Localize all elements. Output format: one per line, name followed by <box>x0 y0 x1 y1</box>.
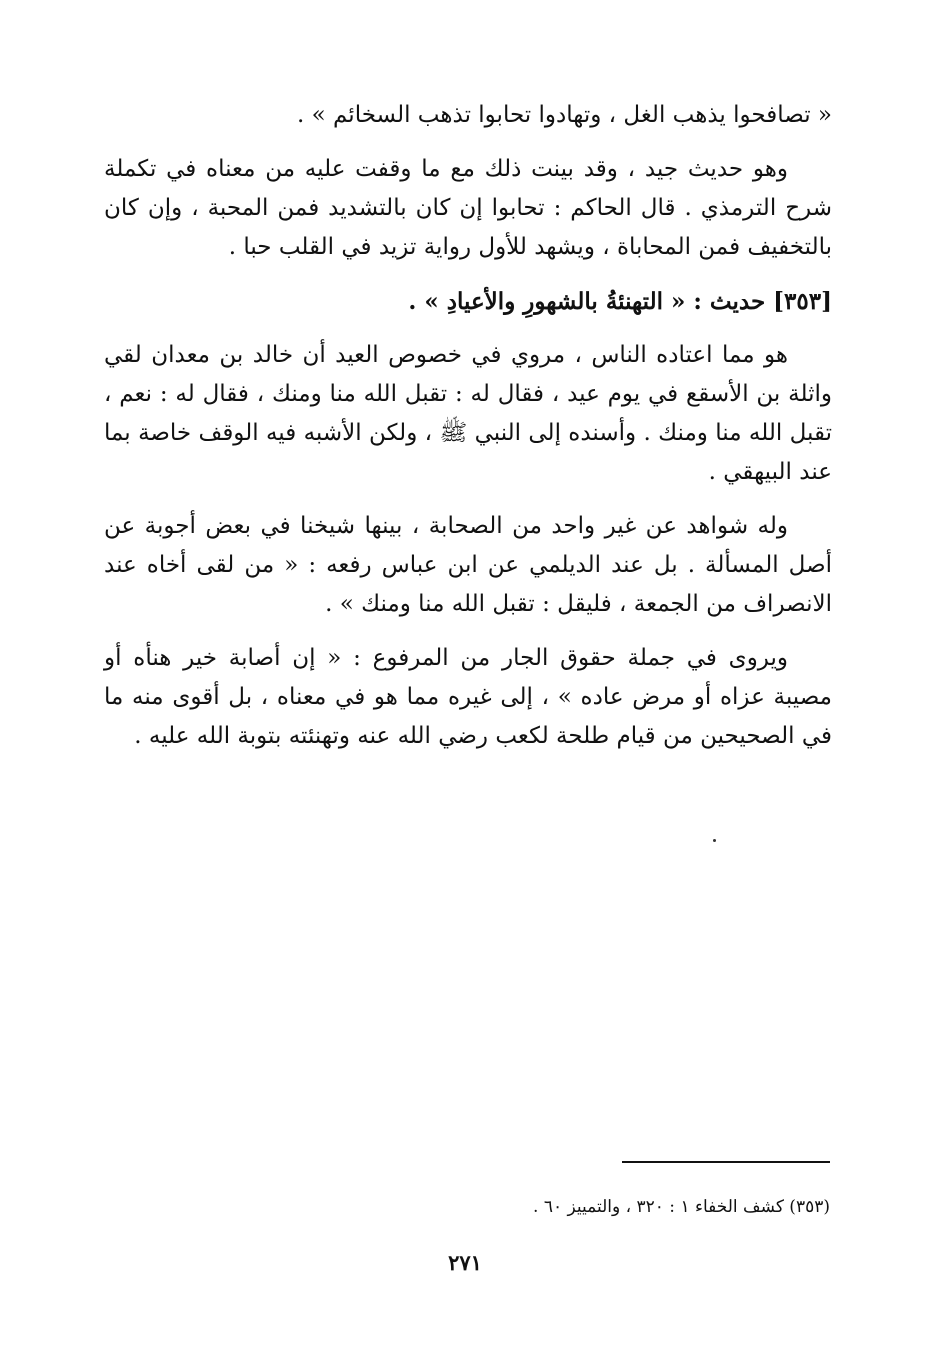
paragraph-hadith-quote: « تصافحوا يذهب الغل ، وتهادوا تحابوا تذهب السخائم » . <box>296 102 832 128</box>
ink-speck <box>713 839 716 842</box>
paragraph-neighbor-rights: ويروى في جملة حقوق الجار من المرفوع : « إن أصابة خير هنأه أو مصيبة عزاه أو مرض عاده » ، إلى غيره مما هو في معناه ، بل أقوى منه ما في الصحيحين من قيام طلحة لكعب رضي الله عنه وتهنئته بتوبة الله عليه . <box>104 645 833 749</box>
footnote-divider <box>622 1161 830 1163</box>
paragraph-commentary: وهو حديث جيد ، وقد بينت ذلك مع ما وقفت عليه من معناه في تكملة شرح الترمذي . قال الحاكم : تحابوا إن كان بالتشديد فمن المحبة ، وإن كان بالتخفيف فمن المحاباة ، ويشهد للأول رواية تزيد في القلب حبا . <box>104 156 832 260</box>
entry-heading: [٣٥٣] حديث : « التهنئةُ بالشهورِ والأعيادِ » . <box>408 288 832 315</box>
paragraph-explanation: هو مما اعتاده الناس ، مروي في خصوص العيد أن خالد بن معدان لقي واثلة بن الأسقع في يوم عيد ، فقال له : تقبل الله منا ومنك ، فقال له : نعم ، تقبل الله منا ومنك . وأسنده إلى النبي ﷺ ، ولكن الأشبه فيه الوقف خاصة بما عند البيهقي . <box>104 342 832 485</box>
main-text <box>104 96 832 771</box>
page-number: ٢٧١ <box>448 1250 482 1275</box>
paragraph-witnesses: وله شواهد عن غير واحد من الصحابة ، بينها شيخنا في بعض أجوبة عن أصل المسألة . بل عند الديلمي عن ابن عباس رفعه : « من لقى أخاه عند الانصراف من الجمعة ، فليقل : تقبل الله منا ومنك » . <box>104 513 832 617</box>
footnote: (٣٥٣) كشف الخفاء ١ : ٣٢٠ ، والتمييز ٦٠ . <box>533 1197 830 1217</box>
